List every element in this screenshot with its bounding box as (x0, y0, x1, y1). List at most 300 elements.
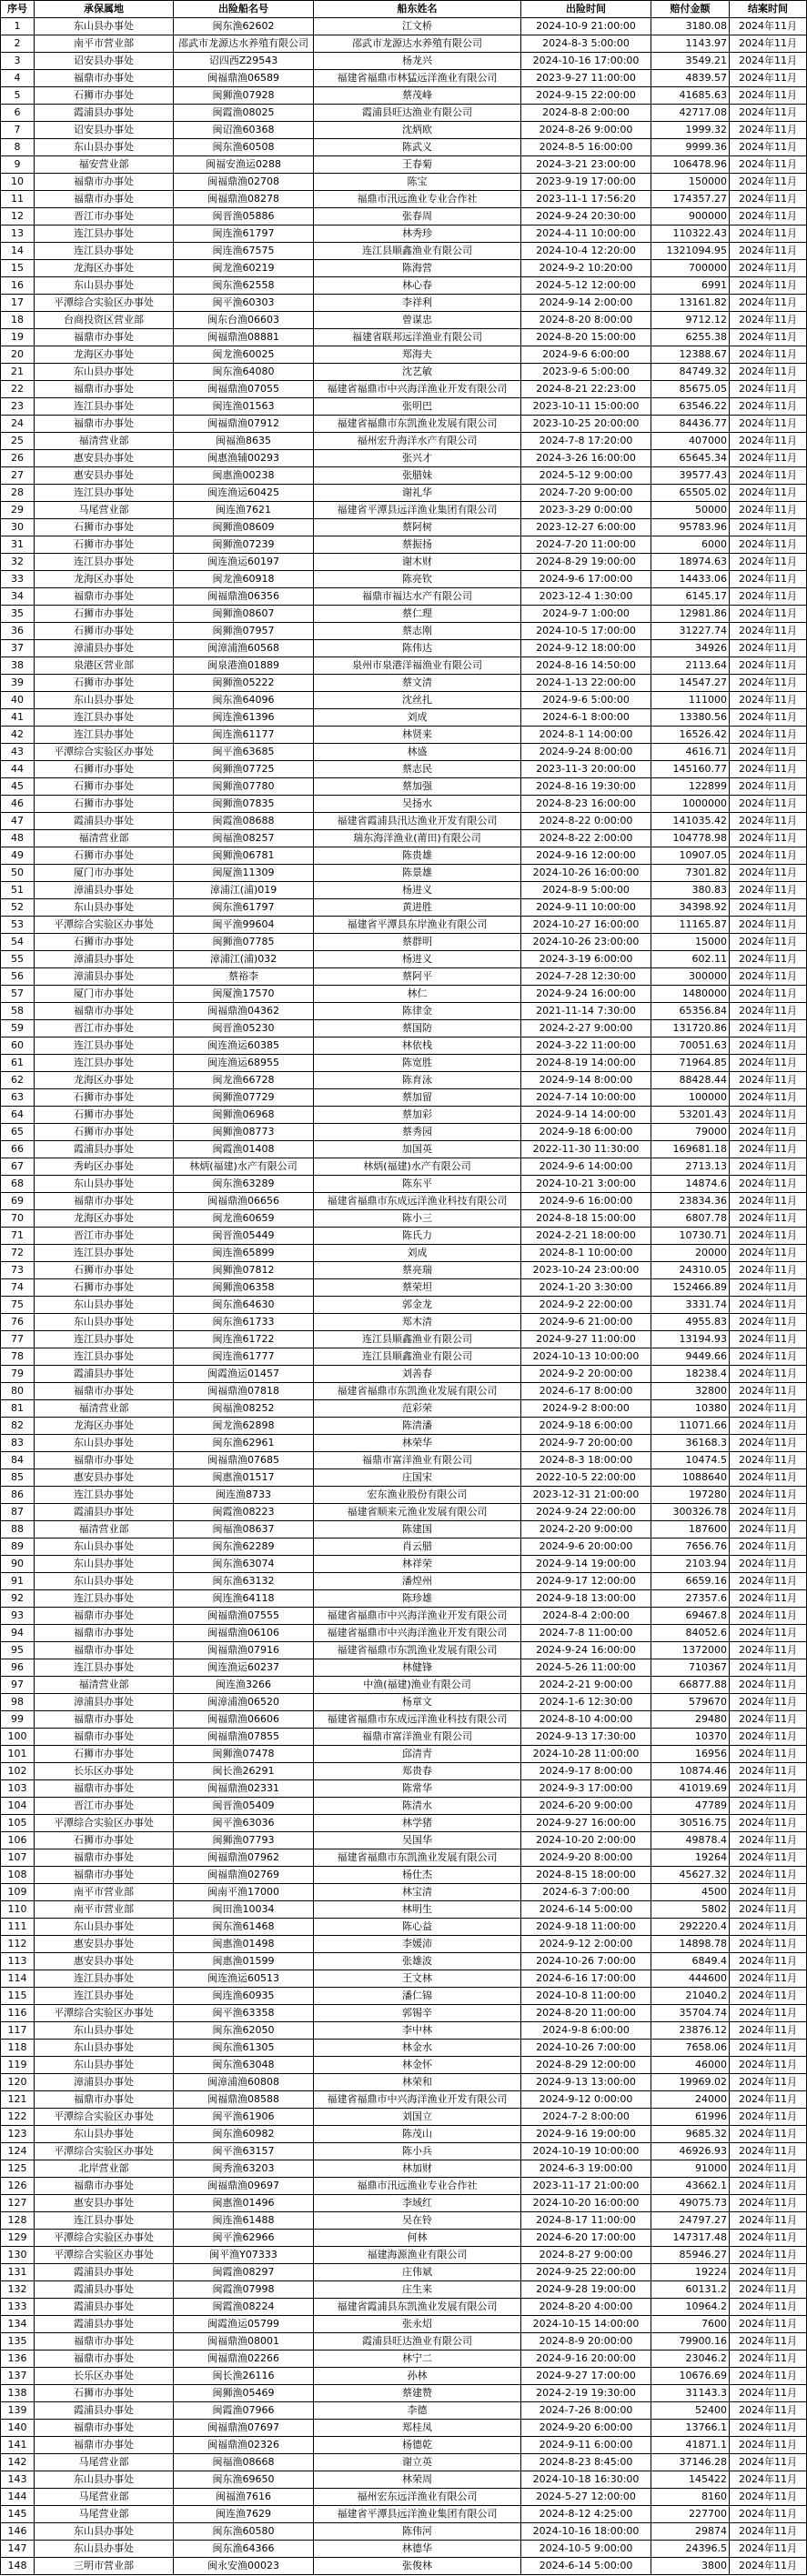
cell-owner: 林宁二 (314, 2350, 521, 2368)
cell-vessel: 邵武市龙源达水养殖有限公司 (174, 35, 314, 53)
cell-close-time: 2024年11月 (730, 87, 807, 105)
table-row (1, 1228, 807, 1245)
cell-index: 77 (1, 1331, 35, 1348)
cell-owner: 陈常华 (314, 1780, 521, 1798)
cell-branch: 连江县办事处 (35, 1970, 174, 1988)
cell-branch: 石狮市办事处 (35, 623, 174, 640)
cell-owner: 蔡加强 (314, 778, 521, 796)
cell-branch: 福鼎市办事处 (35, 2350, 174, 2368)
cell-owner: 福州宏东远洋渔业有限公司 (314, 2489, 521, 2506)
cell-owner: 福建省福鼎市中兴海洋渔业开发有限公司 (314, 381, 521, 398)
cell-vessel: 闽福鼎渔08278 (174, 191, 314, 208)
table-body (1, 18, 807, 2575)
cell-close-time: 2024年11月 (730, 1158, 807, 1176)
cell-close-time: 2024年11月 (730, 1245, 807, 1262)
cell-index: 141 (1, 2437, 35, 2454)
cell-vessel: 闽福鼎渔06356 (174, 588, 314, 606)
cell-close-time: 2024年11月 (730, 519, 807, 536)
cell-owner: 林祥荣 (314, 1556, 521, 1573)
cell-owner: 连江县顺鑫渔业有限公司 (314, 243, 521, 260)
cell-incident-time: 2024-9-16 19:00:00 (521, 2126, 651, 2143)
table-row (1, 847, 807, 865)
cell-branch: 平潭综合实验区办事处 (35, 2143, 174, 2160)
table-row (1, 1746, 807, 1763)
cell-owner: 谢立英 (314, 2454, 521, 2471)
cell-owner: 蔡建赞 (314, 2385, 521, 2402)
cell-owner: 林金水 (314, 2040, 521, 2057)
cell-index: 32 (1, 554, 35, 571)
cell-owner: 福鼎市汛远渔业专业合作社 (314, 2178, 521, 2195)
table-row (1, 1677, 807, 1694)
cell-incident-time: 2024-9-7 1:00:00 (521, 606, 651, 623)
cell-vessel: 闽福鼎渔07055 (174, 381, 314, 398)
cell-branch: 福鼎市办事处 (35, 2091, 174, 2109)
cell-incident-time: 2024-10-19 10:00:00 (521, 2143, 651, 2160)
cell-incident-time: 2024-9-6 14:00:00 (521, 1158, 651, 1176)
cell-vessel: 闽霞渔08688 (174, 813, 314, 830)
cell-vessel: 闽福鼎渔07685 (174, 1452, 314, 1469)
cell-index: 81 (1, 1400, 35, 1418)
cell-amount: 7658.06 (651, 2040, 730, 2057)
cell-owner: 肖云腊 (314, 1539, 521, 1556)
cell-close-time: 2024年11月 (730, 2420, 807, 2437)
table-row (1, 813, 807, 830)
table-row (1, 1279, 807, 1297)
table-row (1, 1400, 807, 1418)
cell-amount: 41685.63 (651, 87, 730, 105)
cell-owner: 邵武市龙源达水养殖有限公司 (314, 35, 521, 53)
table-row (1, 2402, 807, 2420)
cell-branch: 石狮市办事处 (35, 2385, 174, 2402)
cell-incident-time: 2024-6-16 17:00:00 (521, 1970, 651, 1988)
cell-owner: 刘善春 (314, 1366, 521, 1383)
cell-branch: 惠安县办事处 (35, 2195, 174, 2212)
table-row (1, 1763, 807, 1780)
cell-branch: 东山县办事处 (35, 277, 174, 295)
cell-incident-time: 2024-5-26 11:00:00 (521, 1659, 651, 1677)
cell-amount: 111000 (651, 692, 730, 709)
cell-branch: 连江县办事处 (35, 554, 174, 571)
cell-owner: 陈律金 (314, 1003, 521, 1020)
cell-close-time: 2024年11月 (730, 1037, 807, 1055)
cell-vessel: 闽东渔64080 (174, 364, 314, 381)
table-row (1, 346, 807, 364)
cell-vessel: 闽霞渔07998 (174, 2281, 314, 2299)
cell-vessel: 闽惠渔辅00293 (174, 450, 314, 467)
cell-incident-time: 2024-8-20 11:00:00 (521, 2005, 651, 2022)
table-row (1, 1314, 807, 1331)
table-row (1, 2247, 807, 2264)
cell-owner: 杨仕杰 (314, 1867, 521, 1884)
cell-incident-time: 2024-10-20 2:00:00 (521, 1832, 651, 1849)
cell-owner: 郑木清 (314, 1314, 521, 1331)
cell-branch: 福鼎市办事处 (35, 1867, 174, 1884)
cell-index: 130 (1, 2247, 35, 2264)
cell-owner: 蔡荣坦 (314, 1279, 521, 1297)
cell-branch: 福清营业部 (35, 1400, 174, 1418)
cell-index: 1 (1, 18, 35, 35)
cell-close-time: 2024年11月 (730, 1573, 807, 1590)
cell-branch: 石狮市办事处 (35, 1107, 174, 1124)
cell-incident-time: 2024-9-18 13:00:00 (521, 1590, 651, 1608)
cell-incident-time: 2024-2-21 9:00:00 (521, 1677, 651, 1694)
cell-close-time: 2024年11月 (730, 934, 807, 951)
cell-branch: 平潭综合实验区办事处 (35, 744, 174, 761)
cell-index: 83 (1, 1435, 35, 1452)
cell-incident-time: 2024-9-11 6:00:00 (521, 2437, 651, 2454)
cell-owner: 蔡加留 (314, 1089, 521, 1107)
cell-branch: 石狮市办事处 (35, 761, 174, 778)
cell-close-time: 2024年11月 (730, 364, 807, 381)
cell-incident-time: 2024-9-12 2:00:00 (521, 1936, 651, 1953)
cell-index: 103 (1, 1780, 35, 1798)
cell-amount: 10380 (651, 1400, 730, 1418)
cell-branch: 石狮市办事处 (35, 1279, 174, 1297)
cell-incident-time: 2024-8-27 9:00:00 (521, 2247, 651, 2264)
cell-branch: 东山县办事处 (35, 1314, 174, 1331)
cell-incident-time: 2024-9-20 8:00:00 (521, 1849, 651, 1867)
cell-vessel: 闽东台渔06603 (174, 312, 314, 329)
cell-index: 8 (1, 139, 35, 156)
cell-owner: 郭金龙 (314, 1297, 521, 1314)
cell-owner: 陈宝 (314, 174, 521, 191)
cell-owner: 林明生 (314, 1901, 521, 1919)
cell-owner: 蔡国防 (314, 1020, 521, 1037)
table-row (1, 2178, 807, 2195)
cell-amount: 13194.93 (651, 1331, 730, 1348)
table-row (1, 709, 807, 727)
cell-close-time: 2024年11月 (730, 1107, 807, 1124)
cell-owner: 瑞东海洋渔业(莆田)有限公司 (314, 830, 521, 847)
cell-index: 78 (1, 1348, 35, 1366)
cell-incident-time: 2024-9-2 22:00:00 (521, 1297, 651, 1314)
cell-amount: 85675.05 (651, 381, 730, 398)
cell-vessel: 闽狮渔08609 (174, 519, 314, 536)
cell-amount: 145160.77 (651, 761, 730, 778)
cell-owner: 陈小兵 (314, 2143, 521, 2160)
table-row (1, 2558, 807, 2575)
table-row (1, 35, 807, 53)
cell-branch: 福鼎市办事处 (35, 1003, 174, 1020)
cell-amount: 88428.44 (651, 1072, 730, 1089)
cell-amount: 19264 (651, 1849, 730, 1867)
cell-owner: 福建省福鼎市东凯渔业发展有限公司 (314, 1383, 521, 1400)
cell-vessel: 闽连渔运60513 (174, 1970, 314, 1988)
cell-close-time: 2024年11月 (730, 1487, 807, 1504)
cell-branch: 福鼎市办事处 (35, 174, 174, 191)
cell-branch: 福鼎市办事处 (35, 2420, 174, 2437)
cell-amount: 3331.74 (651, 1297, 730, 1314)
table-row (1, 968, 807, 986)
cell-vessel: 闽东渔61305 (174, 2040, 314, 2057)
table-row (1, 122, 807, 139)
cell-index: 70 (1, 1210, 35, 1228)
cell-incident-time: 2024-10-21 3:00:00 (521, 1176, 651, 1193)
cell-incident-time: 2024-6-3 19:00:00 (521, 2160, 651, 2178)
cell-incident-time: 2024-10-26 7:00:00 (521, 1953, 651, 1970)
table-row (1, 1262, 807, 1279)
table-row (1, 2057, 807, 2074)
cell-incident-time: 2024-8-10 4:00:00 (521, 1711, 651, 1729)
cell-amount: 602.11 (651, 951, 730, 968)
table-row (1, 1556, 807, 1573)
cell-close-time: 2024年11月 (730, 2126, 807, 2143)
cell-incident-time: 2024-3-19 6:00:00 (521, 951, 651, 968)
cell-vessel: 闽东渔61797 (174, 899, 314, 917)
cell-owner: 陈伟达 (314, 640, 521, 657)
cell-vessel: 闽龙渔60918 (174, 571, 314, 588)
cell-owner: 孙林 (314, 2368, 521, 2385)
cell-incident-time: 2024-9-7 20:00:00 (521, 1435, 651, 1452)
cell-close-time: 2024年11月 (730, 1418, 807, 1435)
cell-owner: 陈东平 (314, 1176, 521, 1193)
cell-amount: 95783.96 (651, 519, 730, 536)
cell-close-time: 2024年11月 (730, 657, 807, 675)
cell-branch: 连江县办事处 (35, 1348, 174, 1366)
cell-owner: 陈伟河 (314, 2523, 521, 2541)
cell-vessel: 漳浦江(浦)019 (174, 882, 314, 899)
cell-close-time: 2024年11月 (730, 1383, 807, 1400)
cell-index: 50 (1, 865, 35, 882)
table-row (1, 1089, 807, 1107)
cell-close-time: 2024年11月 (730, 727, 807, 744)
table-row (1, 796, 807, 813)
cell-incident-time: 2024-9-2 20:00:00 (521, 1366, 651, 1383)
cell-close-time: 2024年11月 (730, 623, 807, 640)
cell-owner: 张腊妹 (314, 467, 521, 485)
cell-index: 56 (1, 968, 35, 986)
cell-branch: 东山县办事处 (35, 1573, 174, 1590)
cell-close-time: 2024年11月 (730, 1988, 807, 2005)
cell-index: 23 (1, 398, 35, 416)
cell-close-time: 2024年11月 (730, 1089, 807, 1107)
table-row (1, 606, 807, 623)
cell-owner: 林宝清 (314, 1884, 521, 1901)
cell-incident-time: 2024-6-14 5:00:00 (521, 2558, 651, 2575)
cell-branch: 福鼎市办事处 (35, 1383, 174, 1400)
cell-close-time: 2024年11月 (730, 588, 807, 606)
cell-owner: 张俊林 (314, 2558, 521, 2575)
table-row (1, 1141, 807, 1158)
table-row (1, 2195, 807, 2212)
cell-index: 148 (1, 2558, 35, 2575)
cell-incident-time: 2024-9-24 16:00:00 (521, 1642, 651, 1659)
table-row (1, 2350, 807, 2368)
cell-branch: 福鼎市办事处 (35, 416, 174, 433)
cell-vessel: 闽东渔60982 (174, 2126, 314, 2143)
cell-branch: 平潭综合实验区办事处 (35, 1815, 174, 1832)
cell-amount: 187600 (651, 1521, 730, 1539)
table-row (1, 1210, 807, 1228)
table-row (1, 1176, 807, 1193)
cell-owner: 福鼎市汛远渔业专业合作社 (314, 191, 521, 208)
cell-amount: 19969.02 (651, 2074, 730, 2091)
cell-close-time: 2024年11月 (730, 2212, 807, 2230)
cell-index: 75 (1, 1297, 35, 1314)
cell-branch: 秀屿区办事处 (35, 1158, 174, 1176)
cell-index: 136 (1, 2350, 35, 2368)
cell-amount: 14433.06 (651, 571, 730, 588)
cell-branch: 霞浦县办事处 (35, 2402, 174, 2420)
table-row (1, 727, 807, 744)
cell-branch: 连江县办事处 (35, 243, 174, 260)
cell-amount: 10676.69 (651, 2368, 730, 2385)
cell-amount: 18974.63 (651, 554, 730, 571)
cell-close-time: 2024年11月 (730, 174, 807, 191)
cell-index: 44 (1, 761, 35, 778)
cell-incident-time: 2024-9-11 10:00:00 (521, 899, 651, 917)
cell-incident-time: 2024-7-20 9:00:00 (521, 485, 651, 502)
cell-branch: 石狮市办事处 (35, 934, 174, 951)
cell-vessel: 闽惠渔00238 (174, 467, 314, 485)
table-row (1, 53, 807, 70)
cell-amount: 122899 (651, 778, 730, 796)
cell-index: 20 (1, 346, 35, 364)
cell-branch: 福鼎市办事处 (35, 70, 174, 87)
cell-vessel: 闽永安渔00023 (174, 2558, 314, 2575)
table-row (1, 1901, 807, 1919)
cell-close-time: 2024年11月 (730, 744, 807, 761)
cell-owner: 福建省福鼎市中兴海洋渔业开发有限公司 (314, 1608, 521, 1625)
cell-incident-time: 2024-8-12 4:25:00 (521, 2506, 651, 2523)
header-index: 序号 (1, 1, 35, 18)
cell-vessel: 闽福鼎渔06106 (174, 1625, 314, 1642)
table-row (1, 2040, 807, 2057)
table-row (1, 899, 807, 917)
cell-vessel: 闽龙渔60219 (174, 260, 314, 277)
cell-vessel: 闽连渔61777 (174, 1348, 314, 1366)
cell-incident-time: 2024-8-22 2:00:00 (521, 830, 651, 847)
cell-index: 124 (1, 2143, 35, 2160)
cell-amount: 3549.21 (651, 53, 730, 70)
cell-index: 16 (1, 277, 35, 295)
cell-vessel: 闽狮渔07928 (174, 87, 314, 105)
cell-amount: 84436.77 (651, 416, 730, 433)
cell-close-time: 2024年11月 (730, 1970, 807, 1988)
cell-amount: 84749.32 (651, 364, 730, 381)
cell-amount: 24310.05 (651, 1262, 730, 1279)
cell-amount: 10907.05 (651, 847, 730, 865)
cell-vessel: 闽南平渔17000 (174, 1884, 314, 1901)
cell-vessel: 闽平渔63358 (174, 2005, 314, 2022)
cell-close-time: 2024年11月 (730, 2437, 807, 2454)
cell-index: 26 (1, 450, 35, 467)
cell-owner: 刘国立 (314, 2109, 521, 2126)
cell-close-time: 2024年11月 (730, 1314, 807, 1331)
cell-incident-time: 2024-6-14 5:00:00 (521, 1901, 651, 1919)
cell-amount: 23834.36 (651, 1193, 730, 1210)
cell-amount: 6145.17 (651, 588, 730, 606)
table-row (1, 2299, 807, 2316)
cell-amount: 7600 (651, 2316, 730, 2333)
cell-owner: 霞浦县旺达渔业有限公司 (314, 2333, 521, 2350)
cell-branch: 福鼎市办事处 (35, 1711, 174, 1729)
cell-index: 55 (1, 951, 35, 968)
cell-owner: 蔡亮瑞 (314, 1262, 521, 1279)
cell-owner: 福建省福鼎市中兴海洋渔业开发有限公司 (314, 1625, 521, 1642)
cell-branch: 平潭综合实验区办事处 (35, 917, 174, 934)
table-row (1, 1469, 807, 1487)
cell-amount: 6659.16 (651, 1573, 730, 1590)
cell-amount: 24797.27 (651, 2212, 730, 2230)
cell-vessel: 诏四西Z29543 (174, 53, 314, 70)
cell-close-time: 2024年11月 (730, 70, 807, 87)
cell-incident-time: 2024-10-20 16:00:00 (521, 2195, 651, 2212)
cell-owner: 庄伟斌 (314, 2264, 521, 2281)
cell-branch: 东山县办事处 (35, 899, 174, 917)
table-row (1, 1711, 807, 1729)
cell-index: 107 (1, 1849, 35, 1867)
table-row (1, 1383, 807, 1400)
cell-owner: 江文桥 (314, 18, 521, 35)
cell-branch: 南平市营业部 (35, 1901, 174, 1919)
cell-incident-time: 2024-8-17 11:00:00 (521, 2212, 651, 2230)
cell-amount: 30516.75 (651, 1815, 730, 1832)
cell-incident-time: 2024-9-6 5:00:00 (521, 692, 651, 709)
cell-owner: 谢木财 (314, 554, 521, 571)
cell-branch: 连江县办事处 (35, 709, 174, 727)
cell-owner: 庄国宋 (314, 1469, 521, 1487)
cell-owner: 沈艺敏 (314, 364, 521, 381)
cell-incident-time: 2024-1-13 22:00:00 (521, 675, 651, 692)
cell-owner: 陈心益 (314, 1919, 521, 1936)
cell-amount: 7301.82 (651, 865, 730, 882)
cell-close-time: 2024年11月 (730, 813, 807, 830)
cell-incident-time: 2024-8-1 14:00:00 (521, 727, 651, 744)
cell-incident-time: 2024-9-12 0:00:00 (521, 2091, 651, 2109)
cell-owner: 蔡群明 (314, 934, 521, 951)
table-row (1, 1193, 807, 1210)
table-row (1, 761, 807, 778)
cell-branch: 惠安县办事处 (35, 450, 174, 467)
cell-owner: 郑海夫 (314, 346, 521, 364)
cell-index: 37 (1, 640, 35, 657)
cell-incident-time: 2024-7-26 8:00:00 (521, 2402, 651, 2420)
cell-amount: 14547.27 (651, 675, 730, 692)
cell-close-time: 2024年11月 (730, 1729, 807, 1746)
cell-close-time: 2024年11月 (730, 122, 807, 139)
cell-branch: 平潭综合实验区办事处 (35, 295, 174, 312)
cell-incident-time: 2024-9-27 17:00:00 (521, 2368, 651, 2385)
cell-incident-time: 2024-1-6 12:30:00 (521, 1694, 651, 1711)
cell-close-time: 2024年11月 (730, 1348, 807, 1366)
cell-incident-time: 2024-10-16 18:00:00 (521, 2523, 651, 2541)
cell-close-time: 2024年11月 (730, 709, 807, 727)
cell-index: 9 (1, 156, 35, 174)
cell-amount: 6255.38 (651, 329, 730, 346)
cell-branch: 诏安县办事处 (35, 122, 174, 139)
cell-close-time: 2024年11月 (730, 1953, 807, 1970)
cell-vessel: 闽福鼎渔04362 (174, 1003, 314, 1020)
cell-index: 29 (1, 502, 35, 519)
cell-amount: 79000 (651, 1124, 730, 1141)
cell-vessel: 闽连渔67575 (174, 243, 314, 260)
cell-index: 68 (1, 1176, 35, 1193)
cell-index: 13 (1, 226, 35, 243)
cell-index: 40 (1, 692, 35, 709)
cell-incident-time: 2024-9-6 20:00:00 (521, 1539, 651, 1556)
cell-index: 86 (1, 1487, 35, 1504)
cell-vessel: 闽平渔Y07333 (174, 2247, 314, 2264)
cell-index: 4 (1, 70, 35, 87)
table-row (1, 1055, 807, 1072)
cell-incident-time: 2023-9-19 17:00:00 (521, 174, 651, 191)
cell-vessel: 闽晋渔05230 (174, 1020, 314, 1037)
cell-incident-time: 2024-8-3 5:00:00 (521, 35, 651, 53)
cell-close-time: 2024年11月 (730, 139, 807, 156)
cell-close-time: 2024年11月 (730, 156, 807, 174)
cell-vessel: 闽狮渔07957 (174, 623, 314, 640)
